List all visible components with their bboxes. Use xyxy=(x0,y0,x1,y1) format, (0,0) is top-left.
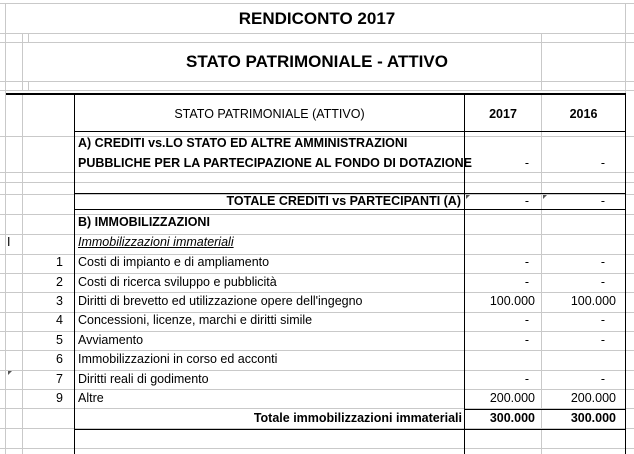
section-a-title-line2: PUBBLICHE PER LA PARTECIPAZIONE AL FONDO DI DOTAZIONE xyxy=(78,156,472,170)
row-number: 2 xyxy=(56,275,63,289)
section-b-title: B) IMMOBILIZZAZIONI xyxy=(78,215,210,229)
column-header-label: STATO PATRIMONIALE (ATTIVO) xyxy=(174,107,365,121)
row-value-2016: - xyxy=(600,313,605,327)
grid-line xyxy=(0,448,634,449)
row-number: 4 xyxy=(56,313,63,327)
column-header-2017: 2017 xyxy=(489,107,517,121)
row-label: Diritti di brevetto ed utilizzazione opere dell'ingegno xyxy=(78,294,363,308)
section-a-value-2016: - xyxy=(600,156,605,170)
total-a-value-2017: - xyxy=(524,194,529,208)
column-header-2016: 2016 xyxy=(569,107,598,121)
table-border-top xyxy=(6,93,626,95)
row-label: Costi di ricerca sviluppo e pubblicità xyxy=(78,275,277,289)
grid-line xyxy=(0,90,634,91)
total-a-border-bottom xyxy=(75,209,626,210)
row-value-2017: - xyxy=(524,313,529,327)
row-number: 1 xyxy=(56,255,63,269)
row-label: Diritti reali di godimento xyxy=(78,372,209,386)
row-label: Immobilizzazioni in corso ed acconti xyxy=(78,352,278,366)
header-border xyxy=(75,131,626,132)
row-label: Altre xyxy=(78,391,104,405)
row-value-2016: - xyxy=(600,372,605,386)
table-border-right xyxy=(625,94,626,454)
cell-indicator xyxy=(8,371,12,375)
row-number: 6 xyxy=(56,352,63,366)
total-b-label: Totale immobilizzazioni immateriali xyxy=(253,411,462,425)
row-value-2016: 200.000 xyxy=(570,391,616,405)
grid-line xyxy=(28,81,29,90)
row-label: Avviamento xyxy=(78,333,144,347)
row-value-2016: - xyxy=(600,255,605,269)
row-value-2017: - xyxy=(524,275,529,289)
grid-line xyxy=(0,33,634,34)
total-b-value-2017: 300.000 xyxy=(489,411,535,425)
row-number: 3 xyxy=(56,294,63,308)
total-b-value-2016: 300.000 xyxy=(570,411,616,425)
total-a-label: TOTALE CREDITI vs PARTECIPANTI (A) xyxy=(226,194,461,208)
row-value-2017: 200.000 xyxy=(489,391,535,405)
grid-line xyxy=(0,42,634,43)
report-title: RENDICONTO 2017 xyxy=(238,9,396,28)
row-value-2016: - xyxy=(600,333,605,347)
row-number: 9 xyxy=(56,391,63,405)
row-value-2017: 100.000 xyxy=(489,294,535,308)
grid-line xyxy=(0,172,634,173)
report-subtitle: STATO PATRIMONIALE - ATTIVO xyxy=(186,52,448,71)
table-border-left xyxy=(74,94,75,454)
grid-line xyxy=(0,3,634,4)
grid-line xyxy=(28,33,29,42)
row-number: 7 xyxy=(56,372,63,386)
row-value-2016: 100.000 xyxy=(570,294,616,308)
row-label: Concessioni, licenze, marchi e diritti simile xyxy=(78,313,313,327)
section-b-subtitle: Immobilizzazioni immateriali xyxy=(78,235,234,249)
row-value-2017: - xyxy=(524,333,529,347)
total-b-border-bottom xyxy=(75,429,626,430)
row-value-2016: - xyxy=(600,275,605,289)
grid-line xyxy=(0,81,634,82)
total-a-value-2016: - xyxy=(600,194,605,208)
row-label: Costi di impianto e di ampliamento xyxy=(78,255,270,269)
row-number: 5 xyxy=(56,333,63,347)
roman-numeral: I xyxy=(7,235,11,249)
row-value-2017: - xyxy=(524,372,529,386)
section-a-value-2017: - xyxy=(524,156,529,170)
grid-line xyxy=(0,182,634,183)
section-a-title-line1: A) CREDITI vs.LO STATO ED ALTRE AMMINISTRAZIONI xyxy=(78,136,408,150)
row-value-2017: - xyxy=(524,255,529,269)
